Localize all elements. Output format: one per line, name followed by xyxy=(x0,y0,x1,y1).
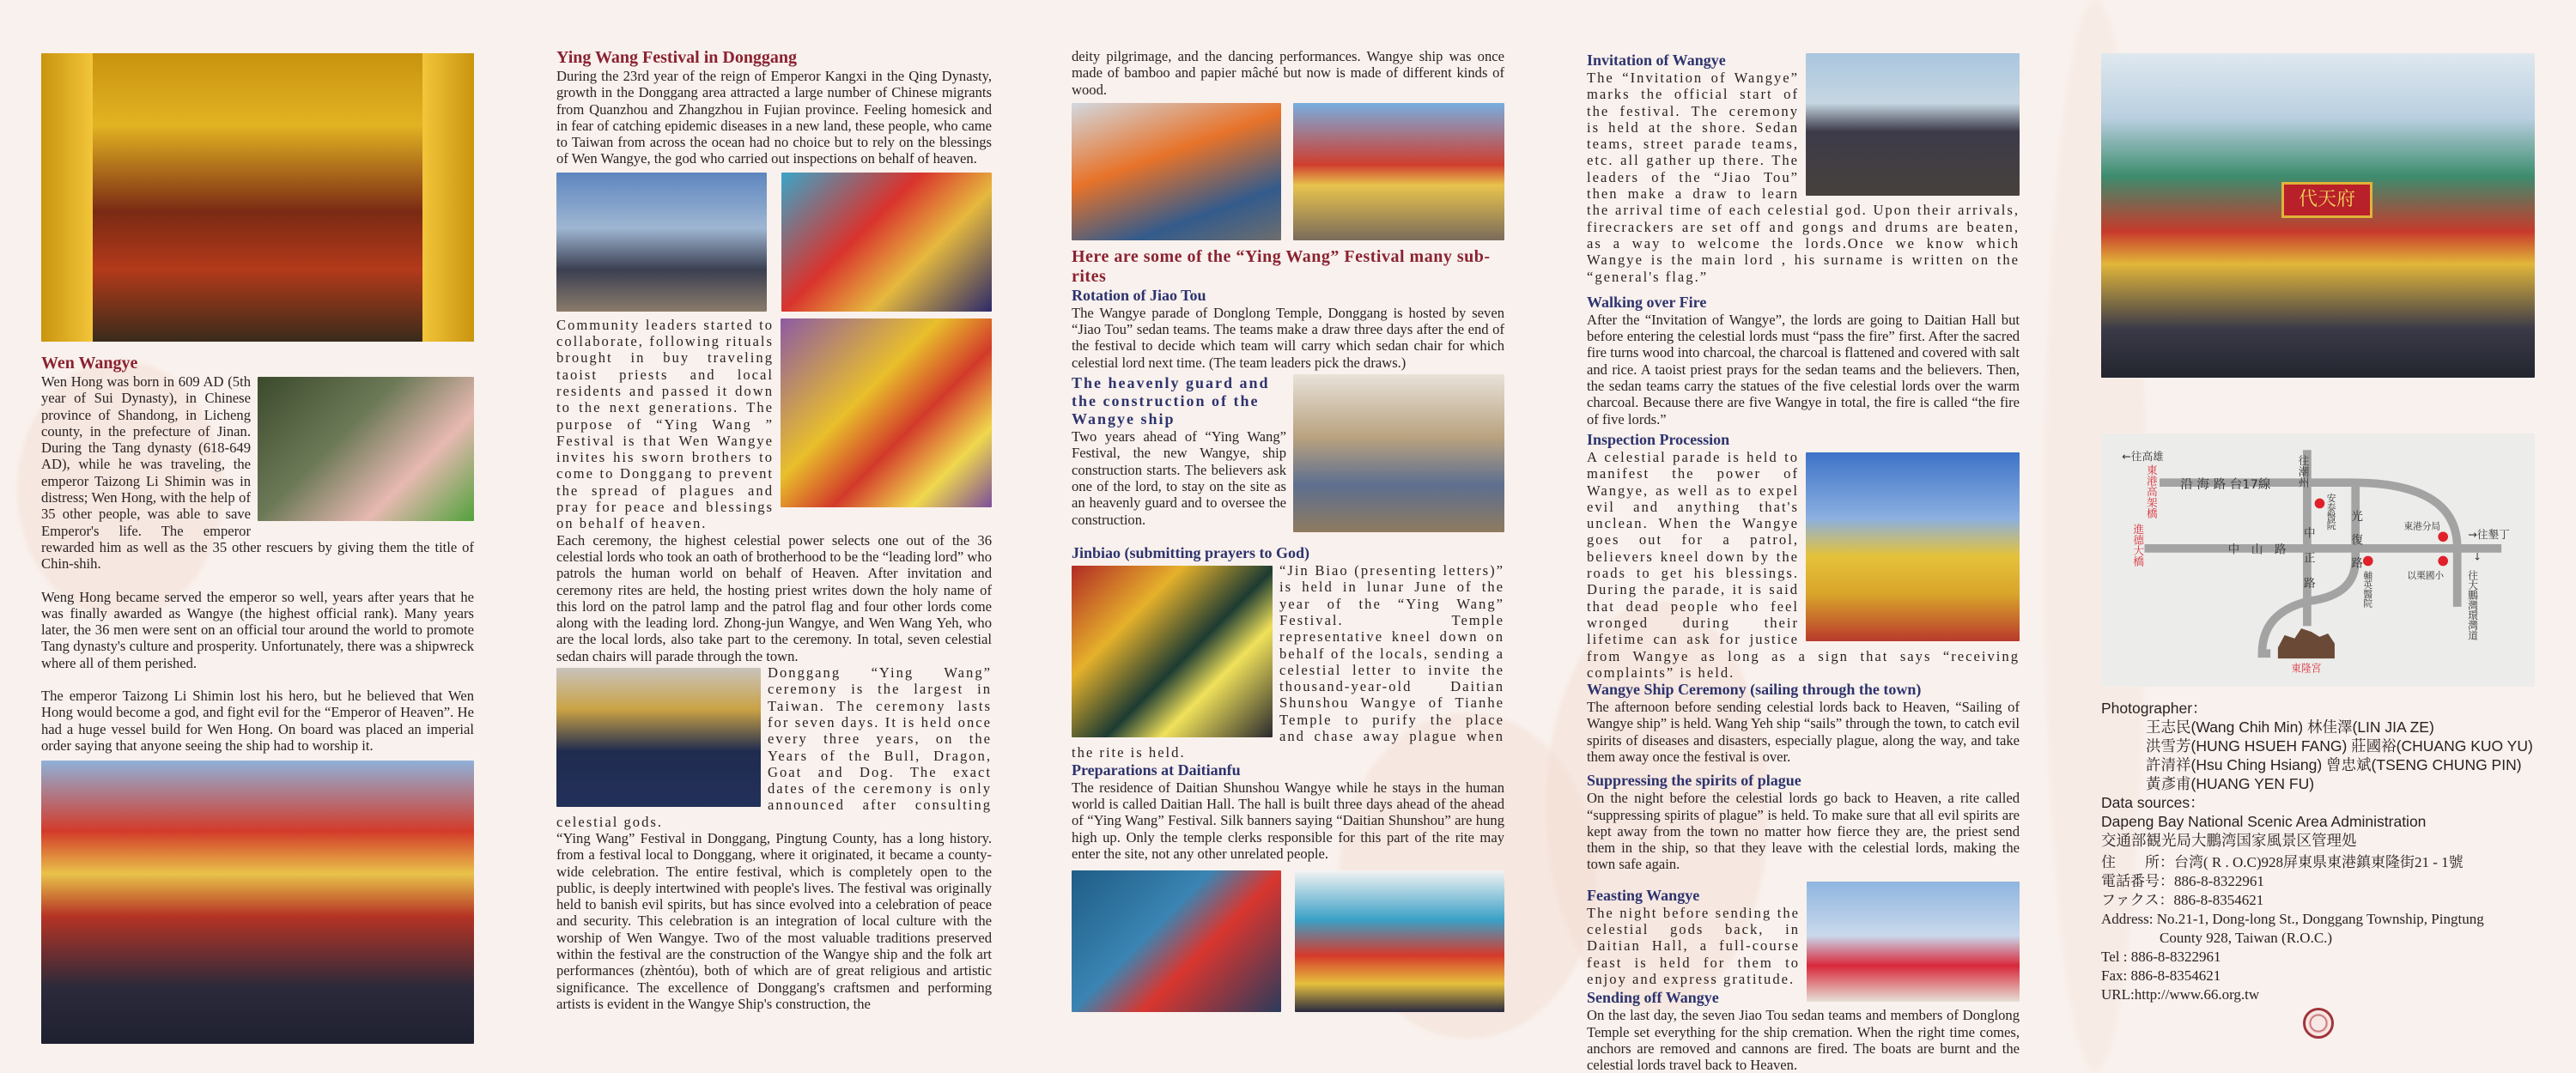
location-map xyxy=(2101,433,2535,687)
photo-costumed-performers xyxy=(781,173,992,312)
photographer-line: 許清祥(Hsu Ching Hsiang) 曾忠斌(TSENG CHUNG PIN) xyxy=(2146,756,2522,773)
rite-title: Inspection Procession xyxy=(1587,430,1730,448)
label-donglong-temple: 東隆宮 xyxy=(2291,662,2322,675)
rite-title: Walking over Fire xyxy=(1587,293,1707,311)
label-donggang-viaduct: 東港高架橋 xyxy=(2144,464,2158,518)
rite-text: The “Invitation of Wangye” marks the official start of the festival. The ceremony is held at the shore. Sedan teams, street parade teams, etc. all gather up there. The leaders of the “Jiao Tou” then make a draw to learn the arrival time of each celestial god. Upon their arrivals, firecrackers are set off and gongs and drums are beaten, as a way to welcome the lords.Once we know which Wangye is the main lord , his surname is written on the “general's flag.” xyxy=(1587,70,2020,285)
photo-ship-construction xyxy=(1293,374,1504,532)
address-english-2: County 928, Taiwan (R.O.C.) xyxy=(2160,930,2333,946)
photo-wangye-ship xyxy=(1293,103,1504,240)
rite-title: Feasting Wangye xyxy=(1587,886,1700,904)
label-guangfu-road: 光復路 xyxy=(2348,510,2363,580)
telephone: Tel : 886-8-8322961 xyxy=(2101,949,2221,965)
rite-title: Preparations at Daitianfu xyxy=(1072,761,1241,779)
label-to-kenting: →往墾丁 xyxy=(2468,528,2510,542)
photo-paper-offerings xyxy=(781,318,992,507)
photographer-line: 王志民(Wang Chih Min) 林佳澤(LIN JIA ZE) xyxy=(2146,718,2434,736)
label-coastal-road: 沿 海 路 台17線 xyxy=(2180,476,2271,492)
contact-info xyxy=(2101,853,2535,1004)
photographer-line: 黃彥甫(HUANG YEN FU) xyxy=(2146,775,2315,792)
phone-japanese: 電話番号：886-8-8322961 xyxy=(2101,873,2264,889)
rite-text: The Wangye parade of Donglong Temple, Donggang is hosted by seven “Jiao Tou” sedan teams. The teams make a draw three days after the end of the festival to decide which team will carry which sedan chair for which celestial lord next time. (The team leaders pick the draws.) xyxy=(1072,304,1504,371)
label-school: 以栗國小 xyxy=(2407,569,2445,581)
panel-rites-continued xyxy=(1587,52,2020,1073)
panel-info xyxy=(2101,53,2535,1039)
photo-invitation-shore xyxy=(1806,53,2020,196)
rite-text: On the night before the celestial lords go back to Heaven, a rite called “suppressing spirits of plague” is held. To make sure that all evil spirits are kept away from the town no matter how fierce they are, the priest send them in the ship, so that they leave with the celestial lords, making the town safe again. xyxy=(1587,790,2020,873)
rite-title: Jinbiao (submitting prayers to God) xyxy=(1072,544,1310,562)
photo-temple-gate-crowd xyxy=(41,761,474,1044)
label-fuying-hospital: 輔英醫院 xyxy=(2362,571,2374,608)
temple-icon xyxy=(2278,628,2335,658)
photo-daitianfu-temple xyxy=(2101,53,2535,378)
rite-title: The heavenly guard and the construction of the Wangye ship xyxy=(1072,374,1270,428)
photo-temple-altar xyxy=(41,53,474,342)
rite-text: The afternoon before sending celestial lords back to Heaven, “Sailing of Wangye ship” is held. Wang Yeh ship “sails” through the town, to catch evil spirits of diseases and disasters, especially plague, along the way, and take them away once the festival is over. xyxy=(1587,699,2020,765)
rite-text: “Jin Biao (presenting letters)” is held in lunar June of the year of the “Ying Wang” Festival. Temple representative kneel down on behalf of the locals, sending a celestial letter to invite the thousand-year-old Daitian Shunshou Wangye of Tianhe Temple to purify the place and chase away plague when the rite is held. xyxy=(1072,562,1504,761)
panel-sub-rites xyxy=(1072,48,1504,1017)
photographer-label: Photographer： xyxy=(2101,700,2208,717)
photo-beach-ceremony xyxy=(556,173,767,312)
paragraph: Community leaders started to collaborate, following rituals brought in buy traveling taoist priests and local residents and passed it down to the next generations. The purpose of “Ying Wang ” Festival is that Wen Wangye invites his sworn brothers to come to Donggang to prevent the spread of plagues and pray for peace and blessings on behalf of heaven. xyxy=(556,316,774,532)
paragraph: “Ying Wang” Festival in Donggang, Pingtung County, has a long history. from a festival local to Donggang, where it originated, it became a county-wide celebration. The entire festival, which is completely open to the public, is deeply intertwined with people's lives. The festival was originally held to banish evil spirits, but has since evolved into a celebration of peace and security. This celebration is an integration of local culture with the worship of Wen Wangye. Two of the most valuable traditions preserved within the festival are the construction of the Wangye ship and the folk art performances (zhèntóu), both of which are of great religious and artistic significance. The excellence of Donggang's craftsmen and performing artists is evident in the Wangye Ship's construction, the xyxy=(556,829,992,1012)
label-jinde-bridge: 進德大橋 xyxy=(2131,523,2145,567)
photo-lanterns xyxy=(258,377,474,521)
rite-title: Suppressing the spirits of plague xyxy=(1587,772,1801,790)
photo-feast-figurines xyxy=(1807,882,2020,1002)
photographer-line: 洪雪芳(HUNG HSUEH FANG) 莊國裕(CHUANG KUO YU) xyxy=(2146,737,2533,755)
address-english: Address: No.21-1, Dong-long St., Donggang Township, Pingtung xyxy=(2101,911,2484,927)
heading-wen-wangye: Wen Wangye xyxy=(41,354,138,373)
photo-ship-sail xyxy=(1072,103,1281,240)
paragraph: Each ceremony, the highest celestial power selects one out of the 36 celestial lords who took an oath of brotherhood to be the “leading lord” who patrols the human world on behalf of Heaven. After invitation and ceremony rites are held, the hosting priest writes down the holy name of this lord on the patrol lamp and the patrol flag and four other lords come along with the leading lord. Zhong-jun Wangye, and Wen Wang Yeh, who are the local lords, also take part to the ceremony. In total, seven celestial sedan chairs will parade through the town. xyxy=(556,531,992,664)
photo-inspection-procession xyxy=(1806,452,2020,641)
temple-seal-logo xyxy=(2303,1008,2334,1039)
paragraph: Weng Hong became served the emperor so well, years after years that he was finally awarded as Wangye (the highest official rank). Many years later, the 36 men were sent on an official tour around the world to promote Tang dynasty's culture and prosperity. Unfortunately, there was a shipwreck where all of them perished. xyxy=(41,588,474,671)
label-to-chaozhou: 往潮州 xyxy=(2296,455,2310,488)
rite-text: After the “Invitation of Wangye”, the lords are going to Daitian Hall but before entering the celestial lords must “pass the fire” first. After the sacred fire turns wood into charcoal, the charcoal is flattened and covered with salt and rice. A taoist priest prays for the sedan teams and the believers. Then, the sedan teams carry the statues of the five celestial lords over the warm charcoal. Because there are five Wangye in total, the fire is called “the fire of five lords.” xyxy=(1587,311,2020,427)
map-svg xyxy=(2101,433,2535,687)
label-zhongshan-road: 中 山 路 xyxy=(2227,543,2287,557)
label-antai-hospital: 安泰醫院 xyxy=(2325,493,2337,530)
rite-text: On the last day, the seven Jiao Tou sedan teams and members of Donglong Temple set everything for the ship cremation. When the right time comes, anchors are removed and cannons are fired. The boats are burnt and the celestial lords travel back to Heaven. xyxy=(1587,1007,2020,1073)
paragraph: Donggang “Ying Wang” ceremony is the largest in Taiwan. The ceremony lasts for seven days. It is held once every three years, on the Years of the Bull, Dragon, Goat and Dog. The exact dates of the ceremony is only announced after consulting celestial gods. xyxy=(556,664,992,830)
sources-label: Data sources： xyxy=(2101,794,2205,811)
fax-japanese: ファクス：886-8-8354621 xyxy=(2101,892,2264,908)
rite-text: A celestial parade is held to manifest the power of Wangye, as well as to expel evil and anything that's unclean. When the Wangye goes out for a patrol, believers kneel down by the roads to get his blessings. During the parade, it is said that dead people who feel wronged during their lifetime can ask for justice from Wangye as long as a sign that says “receiving complaints” is held. xyxy=(1587,448,2020,681)
rite-text: The residence of Daitian Shunshou Wangye while he stays in the human world is called Daitian Hall. The hall is built three days ahead of the ahead of “Ying Wang” Festival. Silk banners saying “Daitian Shunshou” are hung high up. Only the temple clerks responsible for this part of the rite may enter the site, not any other unrelated people. xyxy=(1072,779,1504,862)
source-english: Dapeng Bay National Scenic Area Administration xyxy=(2101,813,2427,830)
heading-sub-rites: Here are some of the “Ying Wang” Festival many sub-rites xyxy=(1072,246,1491,286)
rite-title: Invitation of Wangye xyxy=(1587,52,1726,69)
paragraph: The emperor Taizong Li Shimin lost his hero, but he believed that Wen Hong would become a god, and fight evil for the “Emperor of Heaven”. He had a huge vessel build for Wen Hong. On board was placed an imperial order saying that anyone seeing the ship had to worship it. xyxy=(41,688,474,754)
photo-sedan-parade xyxy=(556,668,761,807)
rite-title: Sending off Wangye xyxy=(1587,989,1719,1007)
map-dot-antai xyxy=(2315,499,2325,509)
map-dot-school xyxy=(2438,556,2448,567)
rite-text: Two years ahead of “Ying Wang” Festival, the new Wangye, ship construction starts. The believers ask one of the lord, to stay on the site as an heavenly guard and to oversee the construction. xyxy=(1072,428,1286,528)
photo-banner-hanging xyxy=(1072,870,1281,1012)
panel-ying-wang-festival xyxy=(556,48,992,1012)
label-zhongzheng-road: 中正路 xyxy=(2300,526,2315,603)
map-dot-fuying xyxy=(2363,556,2373,567)
wen-wangye-text xyxy=(41,342,474,754)
label-to-kaohsiung: ←往高雄 xyxy=(2122,449,2164,463)
label-to-dapeng: 往大鵬灣環灣道 xyxy=(2467,570,2480,640)
heading-ying-wang-festival: Ying Wang Festival in Donggang xyxy=(556,48,798,67)
photo-daitian-hall xyxy=(1295,870,1504,1012)
address-chinese: 住 所：台湾( R . O.C)928屏東県東港鎮東隆街21 - 1號 xyxy=(2101,854,2464,870)
photo-credits xyxy=(2101,699,2535,850)
paragraph: Wen Hong was born in 609 AD (5th year of Sui Dynasty), in Chinese province of Shandong, in Licheng county, in the prefecture of Jinan. During the Tang dynasty (618-649 AD), while he was traveling, the emperor Taizong Li Shimin was in distress; Wen Hong, with the help of 35 other people, was able to save Emperor's life. The emperor rewarded him as well as the 35 other rescuers by giving them the title of Chin-shih. xyxy=(41,373,474,573)
temple-sign-logo: 代天府 xyxy=(2281,182,2372,218)
rite-title: Wangye Ship Ceremony (sailing through the town) xyxy=(1587,681,1922,699)
panel-wen-wangye xyxy=(41,53,474,1069)
photo-jinbiao-priest xyxy=(1072,566,1273,737)
paragraph: deity pilgrimage, and the dancing performances. Wangye ship was once made of bamboo and papier mâché but now is made of different kinds of wood. xyxy=(1072,48,1504,98)
arrow-down-icon: ↓ xyxy=(2473,550,2482,563)
paragraph: During the 23rd year of the reign of Emperor Kangxi in the Qing Dynasty, growth in the Donggang area attracted a large number of Chinese migrants from Quanzhou and Zhangzhou in Fujian province. Feeling homesick and in fear of catching epidemic diseases in a new land, these people, who came to Taiwan from across the ocean had no choice but to rely on the blessings of Wen Wangye, the god who carried out inspections on behalf of heaven. xyxy=(556,68,992,167)
label-police-branch: 東港分局 xyxy=(2403,520,2441,532)
rite-title: Rotation of Jiao Tou xyxy=(1072,286,1206,304)
map-dot-police xyxy=(2438,531,2448,542)
source-chinese: 交通部観光局大鵬湾国家風景区管理処 xyxy=(2101,832,2357,849)
fax: Fax: 886-8-8354621 xyxy=(2101,967,2221,984)
rite-text: The night before sending the celestial gods back, in Daitian Hall, a full-course feast is held for them to enjoy and express gratitude. xyxy=(1587,904,1800,987)
website-url[interactable]: URL:http://www.66.org.tw xyxy=(2101,986,2260,1003)
